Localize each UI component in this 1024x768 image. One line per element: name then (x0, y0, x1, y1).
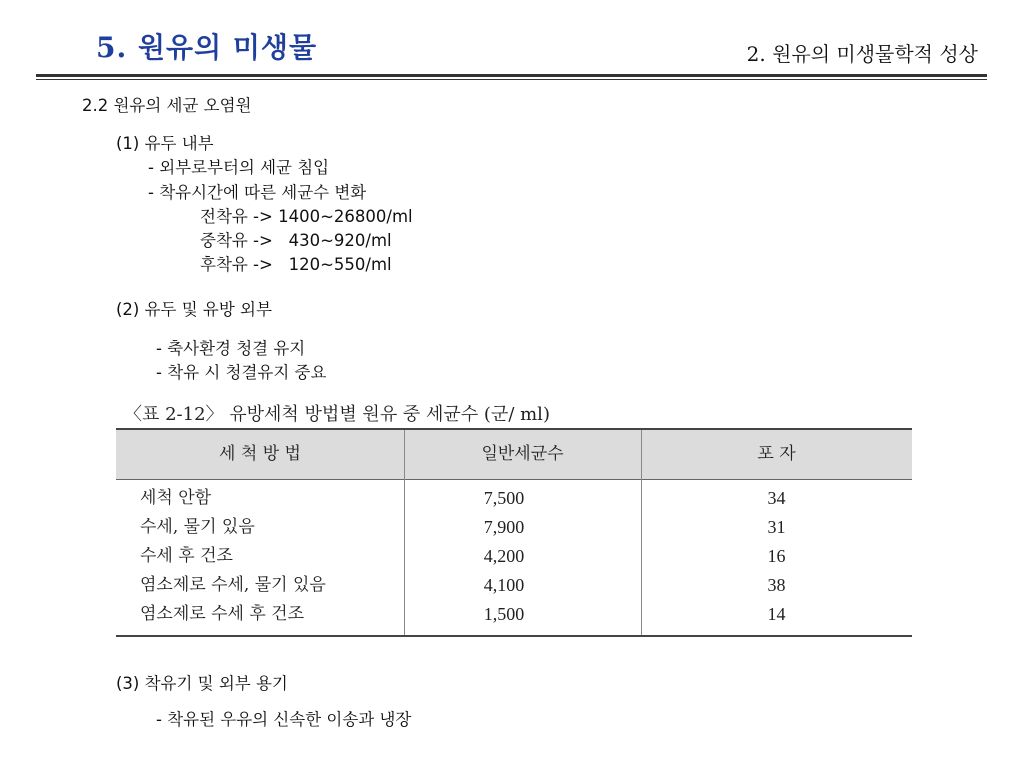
spore-count-cell: 31 (767, 517, 786, 537)
wash-method-cell: 수세 후 건조 (140, 546, 233, 566)
part2-item: - 축사환경 청결 유지 (156, 339, 306, 358)
part3-label: (3) 착유기 및 외부 용기 (116, 674, 288, 693)
part2-label: (2) 유두 및 유방 외부 (116, 300, 272, 319)
spore-count-cell: 16 (767, 546, 786, 566)
wash-method-cell: 염소제로 수세 후 건조 (140, 604, 305, 624)
bacteria-count-cell: 1,500 (483, 604, 525, 624)
table-bottom-rule (116, 635, 912, 637)
bacteria-count-line: 전착유 -> 1400~26800/ml (200, 207, 413, 226)
spore-count-cell: 38 (767, 575, 786, 595)
table-row (116, 571, 912, 600)
table-row (116, 600, 912, 629)
table-row (116, 513, 912, 542)
bacteria-table (116, 428, 912, 638)
part3-item: - 착유된 우유의 신속한 이송과 냉장 (156, 710, 412, 729)
slide-subtitle: 2. 원유의 미생물학적 성상 (746, 42, 978, 66)
table-header-general-bacteria: 일반세균수 (481, 444, 564, 464)
part1-item: - 외부로부터의 세균 침입 (148, 158, 330, 177)
table-header-method: 세 척 방 법 (219, 444, 301, 464)
bacteria-count-line: 중착유 -> 430~920/ml (200, 231, 392, 250)
section-heading: 2.2 원유의 세균 오염원 (82, 96, 252, 115)
table-caption: 〈표 2-12〉 유방세척 방법별 원유 중 세균수 (군/ ml) (124, 404, 550, 425)
table-header-rule (116, 479, 912, 480)
part1-label: (1) 유두 내부 (116, 134, 214, 153)
bacteria-count-line: 후착유 -> 120~550/ml (200, 255, 392, 274)
part1-item: - 착유시간에 따른 세균수 변화 (148, 183, 367, 202)
part2-item: - 착유 시 청결유지 중요 (156, 363, 327, 382)
table-row (116, 542, 912, 571)
spore-count-cell: 34 (767, 488, 786, 508)
bacteria-count-cell: 4,100 (483, 575, 525, 595)
bacteria-count-cell: 4,200 (483, 546, 525, 566)
table-header-spores: 포 자 (757, 444, 796, 464)
bacteria-count-cell: 7,900 (483, 517, 525, 537)
spore-count-cell: 14 (767, 604, 786, 624)
bacteria-count-cell: 7,500 (483, 488, 525, 508)
header-rule-thin (36, 79, 987, 80)
slide-title: 5. 원유의 미생물 (96, 31, 318, 64)
header-rule-thick (36, 74, 987, 77)
wash-method-cell: 세척 안함 (140, 488, 212, 508)
table-row (116, 484, 912, 513)
wash-method-cell: 염소제로 수세, 물기 있음 (140, 575, 326, 595)
wash-method-cell: 수세, 물기 있음 (140, 517, 255, 537)
